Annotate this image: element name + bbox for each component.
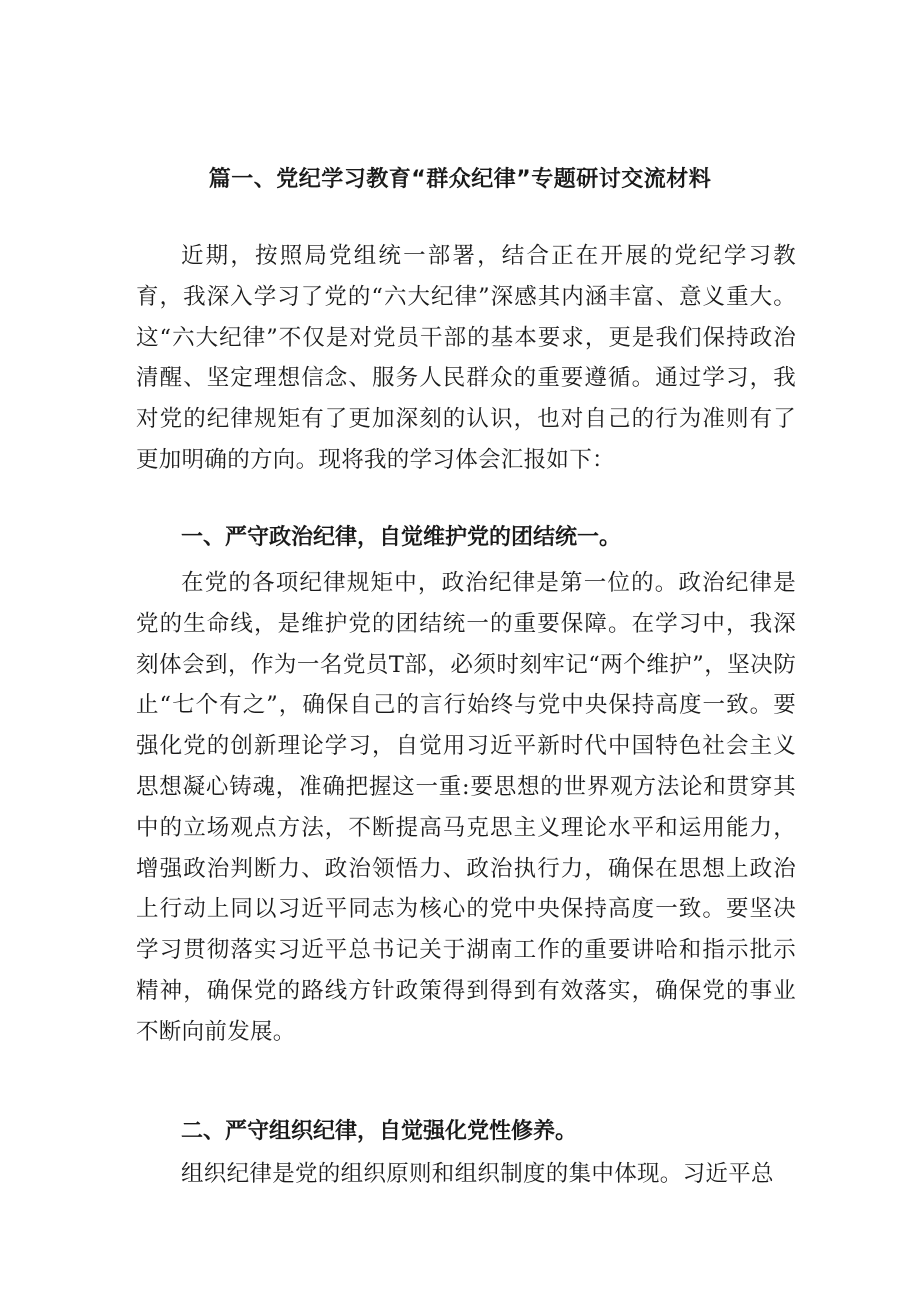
section-2-heading: 二、严守组织纪律，自觉强化党性修养。 [181,1119,578,1144]
intro-text: 近期，按照局党组统一部署，结合正在开展的党纪学习教育，我深入学习了党的“六大纪律”深感其内涵丰富、意义重大。这“六大纪律”不仅是对党员干部的基本要求，更是我们保持政治清醒、坚定理想信念、服务人民群众的重要遵循。通过学习，我对党的纪律规矩有了更加深刻的认识，也对自己的行为准则有了更加明确的方向。现将我的学习体会汇报如下： [136,243,796,473]
intro-paragraph [136,236,796,481]
section-1-text: 在党的各项纪律规矩中，政治纪律是第一位的。政治纪律是党的生命线，是维护党的团结统一的重要保障。在学习中，我深刻体会到，作为一名党员T部，必须时刻牢记“两个维护”，坚决防止“七个有之”，确保自己的言行始终与党中央保持高度一致。要强化党的创新理论学习，自觉用习近平新时代中国特色社会主义思想凝心铸魂，准确把握这一重:要思想的世界观方法论和贯穿其中的立场观点方法，不断提高马克思主义理论水平和运用能力，增强政治判断力、政治领悟力、政治执行力，确保在思想上政治上行动上同以习近平同志为核心的党中央保持高度一致。要坚决学习贯彻落实习近平总书记关于湖南工作的重要讲哈和指示批示精神，确保党的路线方针政策得到得到有效落实，确保党的事业不断向前发展。 [136,570,796,1045]
section-2-text: 组织纪律是党的组织原则和组织制度的集中体现。习近平总 [181,1161,774,1187]
section-1-paragraph [136,563,796,1053]
section-2-paragraph [136,1154,796,1195]
document-title: 篇一、党纪学习教育“群众纪律”专题研讨交流材料 [208,167,712,192]
section-1-heading: 一、严守政治纪律，自觉维护党的团结统一。 [181,525,622,550]
